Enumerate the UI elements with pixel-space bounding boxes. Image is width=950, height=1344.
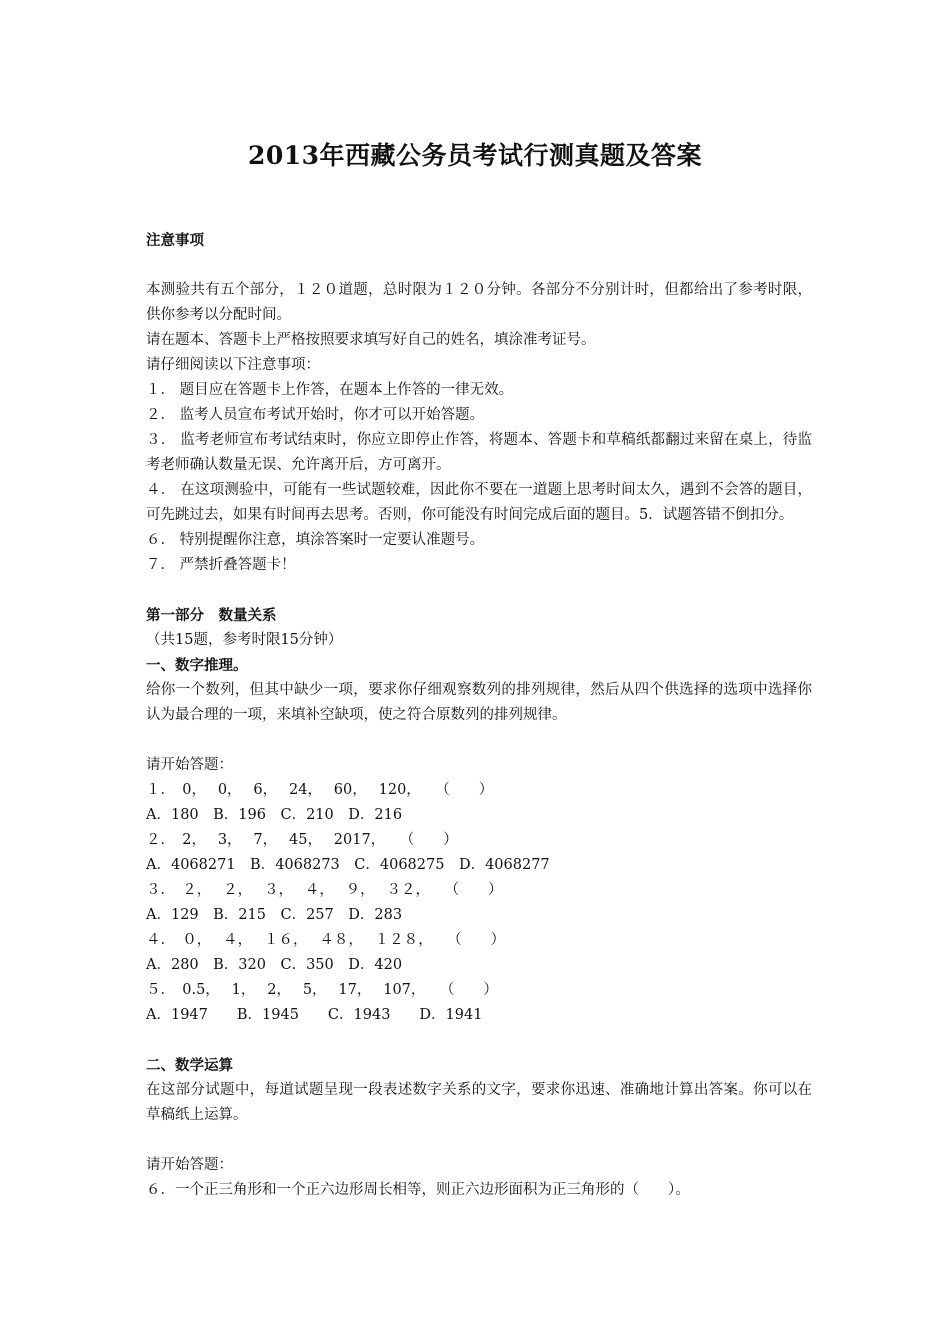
question: ６．一个正三角形和一个正六边形周长相等，则正六边形面积为正三角形的（ ）。 [146, 1182, 690, 1198]
page-title: 2013年西藏公务员考试行测真题及答案 [247, 141, 703, 170]
section-heading: 二、数学运算 [146, 1057, 233, 1074]
notice-item: ６． 特别提醒你注意，填涂答案时一定要认准题号。 [146, 532, 485, 548]
start-prompt: 请开始答题： [146, 757, 233, 773]
question-options: A．280 B．320 C．350 D．420 [146, 957, 403, 973]
part-heading: 第一部分 数量关系 [146, 607, 277, 624]
question-options: A．180 B．196 C．210 D．216 [146, 807, 403, 823]
start-prompt: 请开始答题： [146, 1157, 233, 1173]
notice-item: ４． 在这项测验中，可能有一些试题较难，因此你不要在一道题上思考时间太久，遇到不会答的题目，可先跳过去，如果有时间再去思考。否则，你可能没有时间完成后面的题目。5．试题答错不倒扣分。 [146, 482, 812, 523]
question: ３． ２， ２， ３， ４， ９， ３２， （ ） [146, 882, 503, 898]
notice-line: 请在题本、答题卡上严格按照要求填写好自己的姓名，填涂准考证号。 [146, 332, 596, 348]
question-options: A．1947 B．1945 C．1943 D．1941 [146, 1007, 483, 1023]
question: １． 0， 0， 6， 24， 60， 120， （ ） [146, 782, 494, 798]
part-subheading: （共15题，参考时限15分钟） [146, 632, 343, 648]
question-options: A．129 B．215 C．257 D．283 [146, 907, 403, 923]
section-heading: 一、数字推理。 [146, 657, 248, 674]
section-description: 给你一个数列，但其中缺少一项，要求你仔细观察数列的排列规律，然后从四个供选择的选项中选择你认为最合理的一项，来填补空缺项，使之符合原数列的排列规律。 [146, 682, 812, 723]
question: ５． 0.5， 1， 2， 5， 17， 107， （ ） [146, 982, 498, 998]
question: ４． ０， ４， １６， ４８， １２８， （ ） [146, 932, 506, 948]
notice-intro: 本测验共有五个部分，１２０道题，总时限为１２０分钟。各部分不分别计时，但都给出了参考时限，供你参考以分配时间。 [146, 282, 812, 323]
notice-item: ７． 严禁折叠答题卡！ [146, 557, 296, 573]
notice-item: ３． 监考老师宣布考试结束时，你应立即停止作答，将题本、答题卡和草稿纸都翻过来留在桌上，待监考老师确认数量无误、允许离开后，方可离开。 [146, 432, 812, 473]
document-body [146, 228, 812, 1203]
section-description: 在这部分试题中，每道试题呈现一段表述数字关系的文字，要求你迅速、准确地计算出答案。你可以在草稿纸上运算。 [146, 1082, 812, 1123]
question: ２． 2， 3， 7， 45， 2017， （ ） [146, 832, 458, 848]
notice-line: 请仔细阅读以下注意事项： [146, 357, 320, 373]
notice-item: ２． 监考人员宣布考试开始时，你才可以开始答题。 [146, 407, 485, 423]
notice-item: １． 题目应在答题卡上作答，在题本上作答的一律无效。 [146, 382, 514, 398]
notice-heading: 注意事项 [146, 232, 204, 249]
question-options: A．4068271 B．4068273 C．4068275 D．4068277 [146, 857, 550, 873]
